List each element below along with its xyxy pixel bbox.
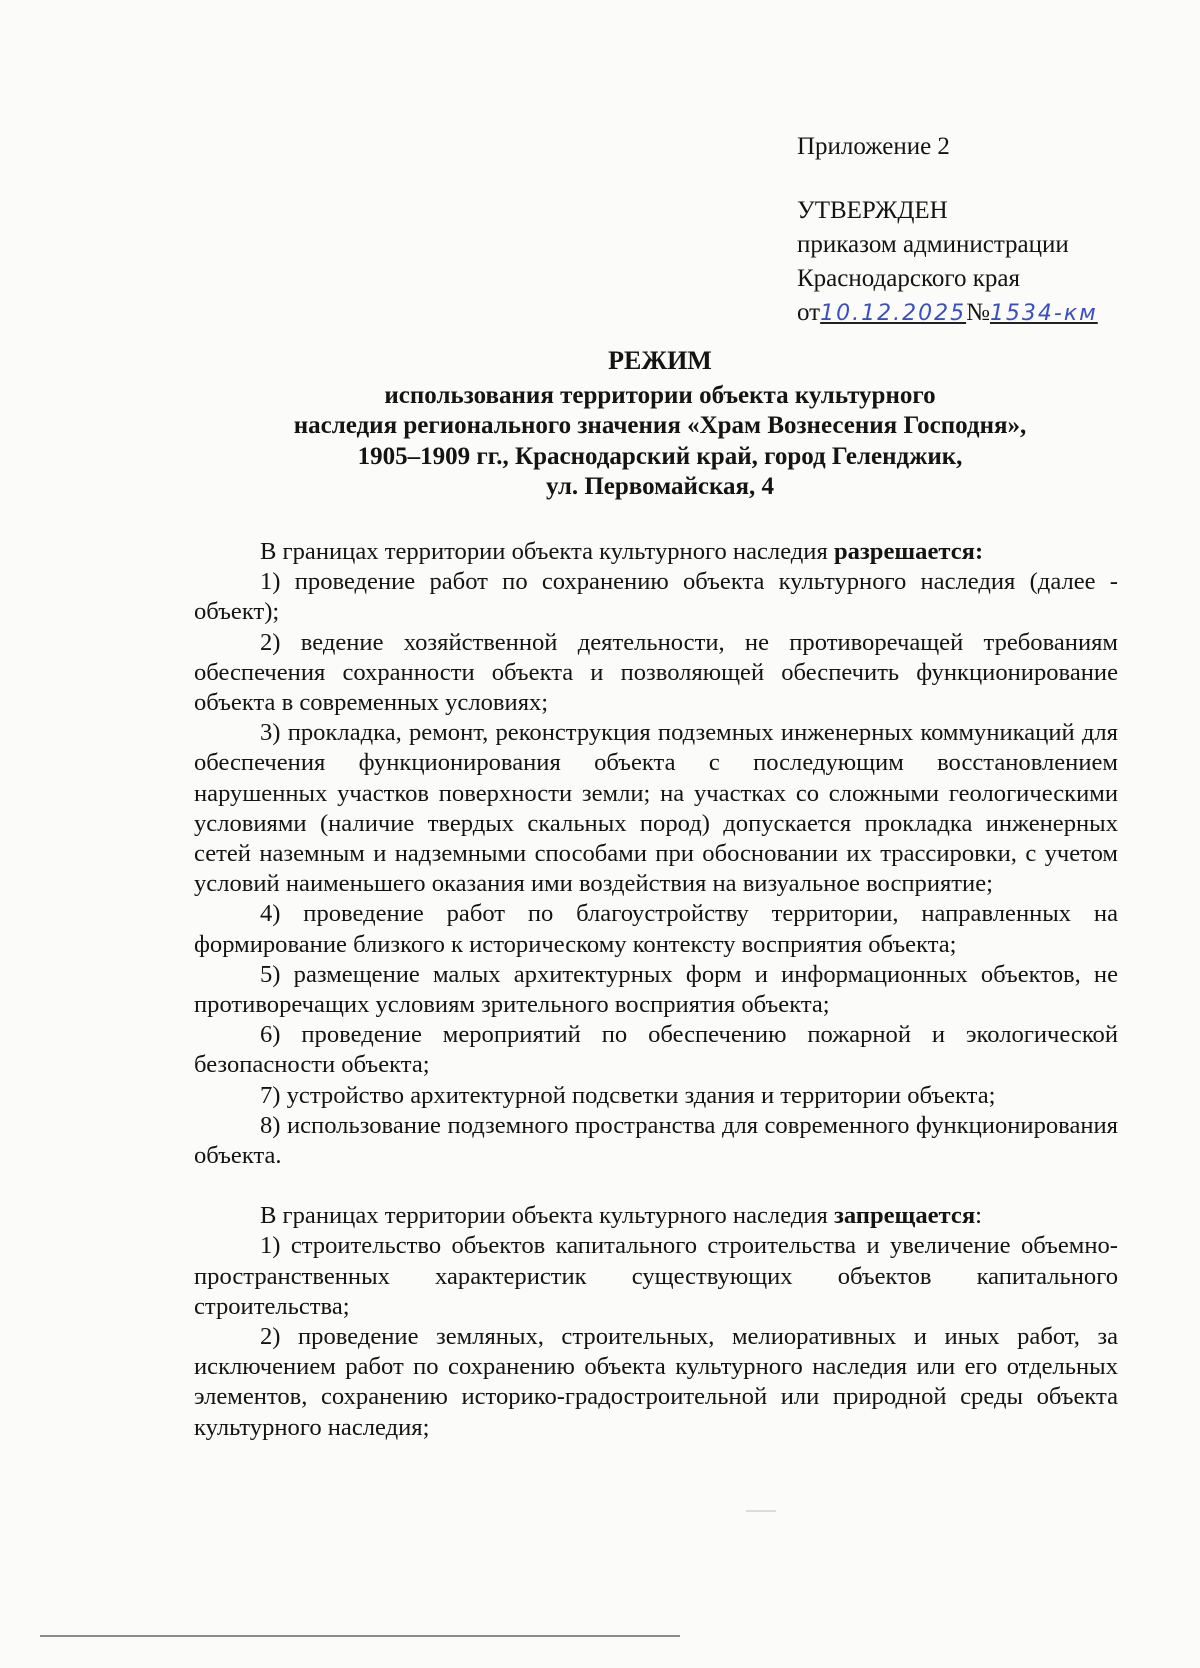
allowed-item-4: 4) проведение работ по благоустройству территории, направленных на формирование близкого к историческому контексту восприятия объекта; <box>194 900 1118 958</box>
allowed-item-3: 3) прокладка, ремонт, реконструкция подземных инженерных коммуникаций для обеспечения функционирования объекта с последующим восстановлением нарушенных участков поверхности земли; на участках со сложными геологическими условиями (наличие твердых скальных пород) допускается прокладка инженерных сетей наземным и надземными способами при обосновании их трассировки, с учетом условий наименьшего оказания ими воздействия на визуальное восприятие; <box>194 719 1118 898</box>
allowed-intro-text: В границах территории объекта культурного наследия <box>260 538 834 565</box>
approval-stamp <box>797 130 1097 331</box>
title-line-1: использования территории объекта культурного <box>384 381 936 409</box>
appendix-label: Приложение 2 <box>797 133 950 160</box>
footer-rule <box>40 1635 680 1637</box>
forbidden-intro-colon: : <box>975 1202 982 1230</box>
from-label: от <box>797 299 821 326</box>
title-heading: РЕЖИМ <box>608 346 712 375</box>
allowed-item-2: 2) ведение хозяйственной деятельности, не противоречащей требованиям обеспечения сохранности объекта и позволяющей обеспечить функционирование объекта в современных условиях; <box>194 628 1118 717</box>
allowed-item-7: 7) устройство архитектурной подсветки здания и территории объекта; <box>260 1081 996 1109</box>
approved-label: УТВЕРЖДЕН <box>797 197 948 224</box>
forbidden-intro-text: В границах территории объекта культурного наследия <box>260 1202 834 1230</box>
handwritten-date: 10.12.2025 <box>820 301 967 326</box>
forbidden-keyword: запрещается <box>833 1202 976 1230</box>
handwritten-number: 1534-км <box>989 301 1098 326</box>
number-label: № <box>966 299 990 326</box>
forbidden-item-2: 2) проведение земляных, строительных, мелиоративных и иных работ, за исключением работ по сохранению объекта культурного наследия или его отдельных элементов, сохранению историко-градостроительной или природной среды объекта культурного наследия; <box>194 1323 1118 1441</box>
approval-line-1: приказом администрации <box>797 231 1069 258</box>
title-line-2: наследия регионального значения «Храм Вознесения Господня», <box>293 412 1027 439</box>
title-line-3: 1905–1909 гг., Краснодарский край, город Геленджик, <box>357 442 963 470</box>
allowed-item-6: 6) проведение мероприятий по обеспечению пожарной и экологической безопасности объекта; <box>194 1021 1118 1079</box>
forbidden-item-1: 1) строительство объектов капитального строительства и увеличение объемно-пространственных характеристик существующих объектов капитального строительства; <box>194 1232 1118 1320</box>
document-body <box>194 537 1118 1443</box>
allowed-item-5: 5) размещение малых архитектурных форм и информационных объектов, не противоречащих условиям зрительного восприятия объекта; <box>194 960 1118 1019</box>
allowed-keyword: разрешается: <box>833 538 984 565</box>
allowed-item-1: 1) проведение работ по сохранению объекта культурного наследия (далее - объект); <box>194 568 1118 626</box>
title-line-4: ул. Первомайская, 4 <box>545 473 775 500</box>
approval-date-line <box>797 296 1097 331</box>
document-title <box>190 346 1130 503</box>
scan-mark <box>746 1510 776 1512</box>
allowed-item-8: 8) использование подземного пространства для современного функционирования объекта. <box>194 1111 1118 1170</box>
allowed-intro <box>194 537 1118 567</box>
forbidden-intro <box>194 1201 1118 1231</box>
approval-line-2: Краснодарского края <box>797 265 1020 292</box>
